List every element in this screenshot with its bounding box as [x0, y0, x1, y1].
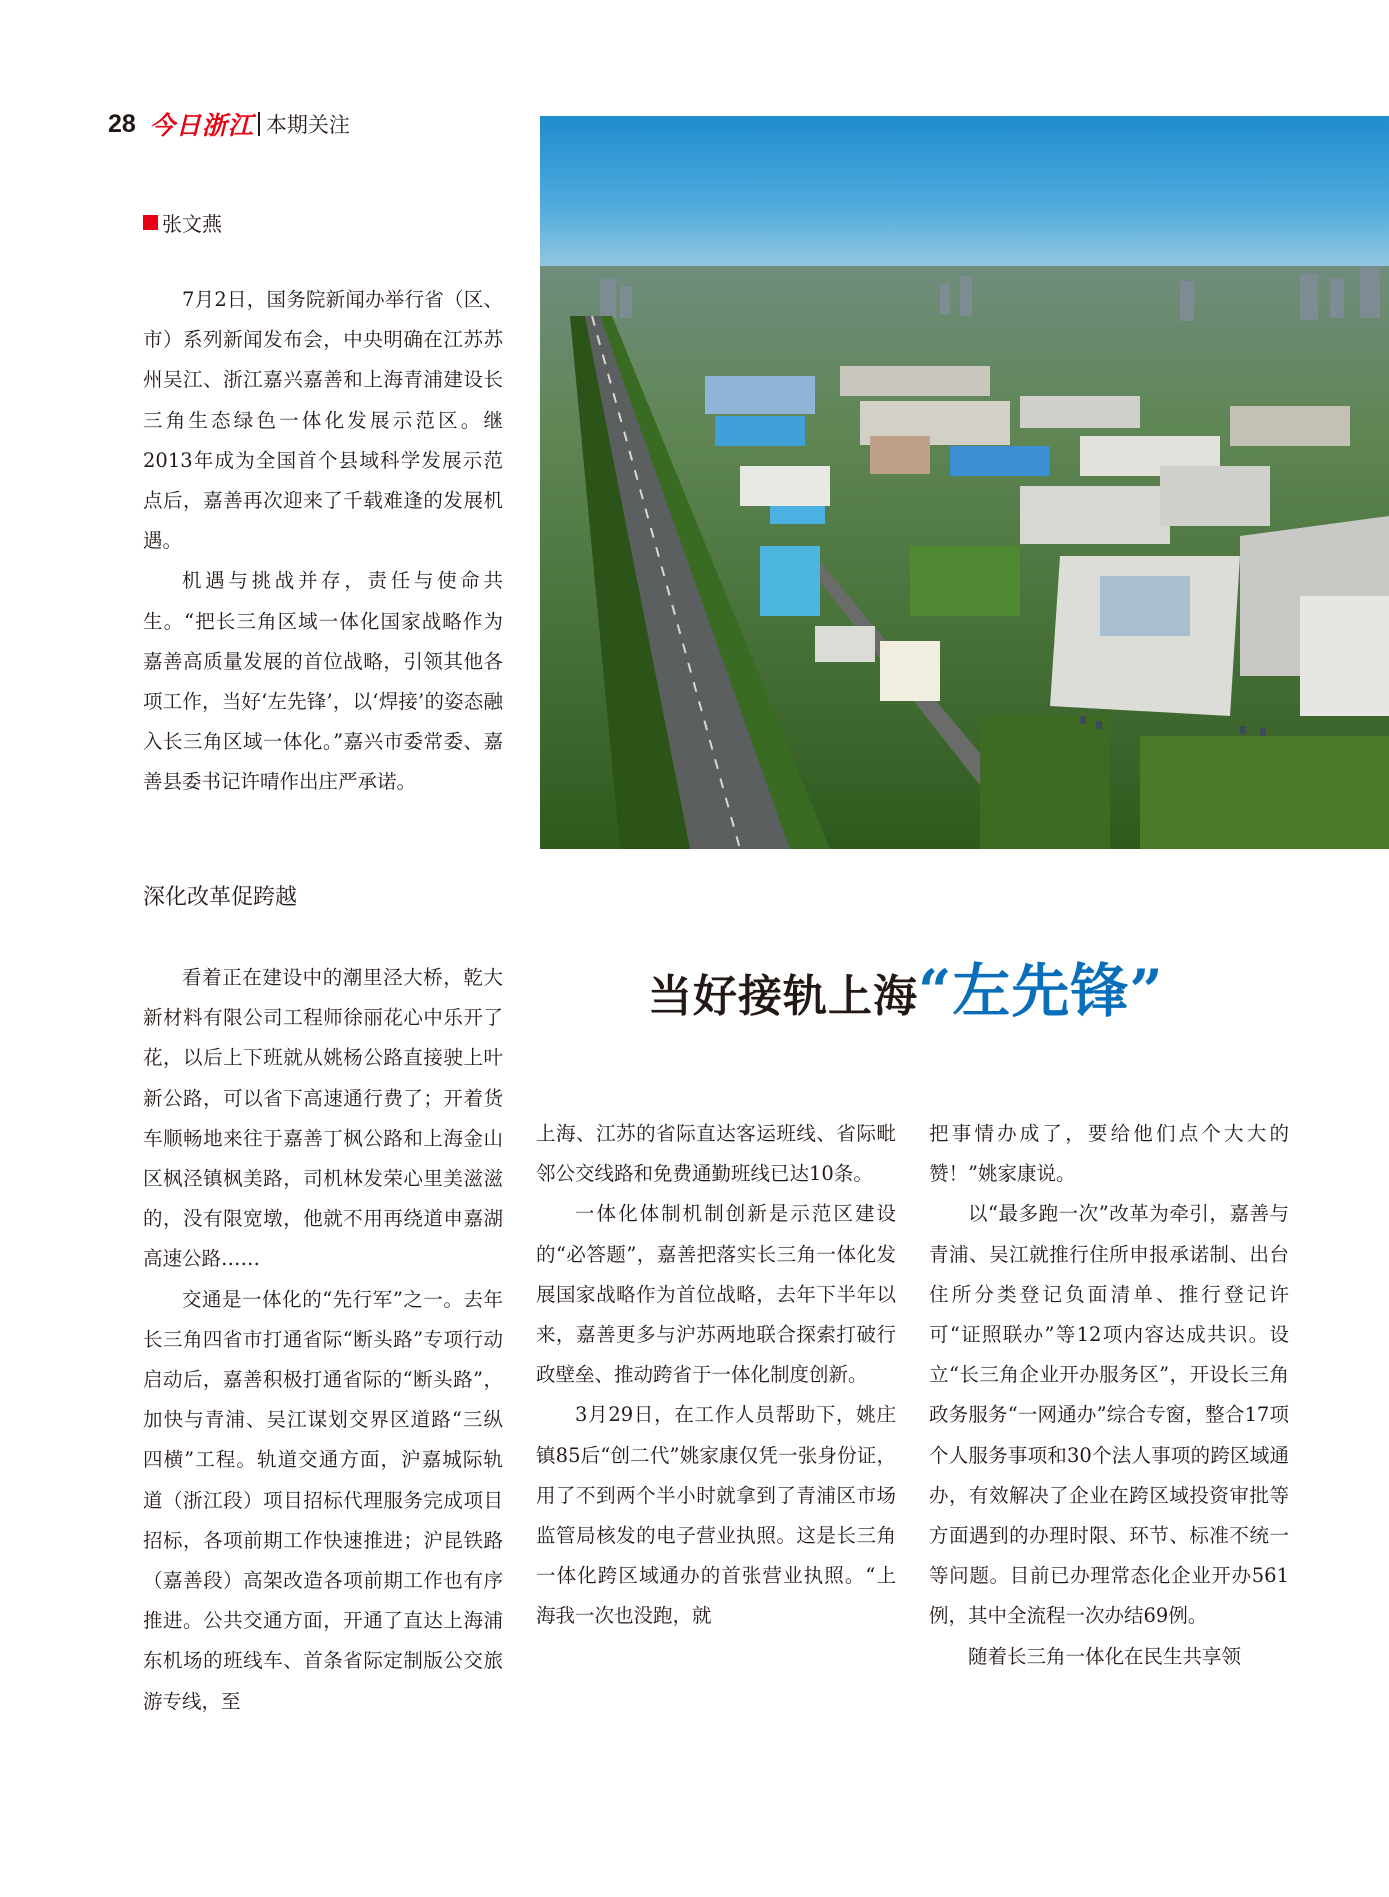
- paragraph: 一体化体制机制创新是示范区建设的“必答题”，嘉善把落实长三角一体化发展国家战略作为首位战略，去年下半年以来，嘉善更多与沪苏两地联合探索打破行政壁垒、推动跨省于一体化制度创新。: [536, 1202, 896, 1387]
- paragraph: 随着长三角一体化在民生共享领: [968, 1644, 1242, 1668]
- title-highlight: “左先锋”: [918, 957, 1164, 1025]
- paragraph: 交通是一体化的“先行军”之一。去年长三角四省市打通省际“断头路”专项行动启动后，嘉善积极打通省际的“断头路”，加快与青浦、吴江谋划交界区道路“三纵四横”工程。轨道交通方面，沪嘉城际轨道（浙江段）项目招标代理服务完成项目招标，各项前期工作快速推进；沪昆铁路（嘉善段）高架改造各项前期工作也有序推进。公共交通方面，开通了直达上海浦东机场的班线车、首条省际定制版公交旅游专线，至: [143, 1287, 503, 1713]
- paragraph: 看着正在建设中的潮里泾大桥，乾大新材料有限公司工程师徐丽花心中乐开了花，以后上下班就从姚杨公路直接驶上叶新公路，可以省下高速通行费了；开着货车顺畅地来往于嘉善丁枫公路和上海金山区枫泾镇枫美路，司机林发荣心里美滋滋的，没有限宽墩，他就不用再绕道申嘉湖高速公路……: [143, 966, 503, 1271]
- author-name: 张文燕: [162, 212, 222, 236]
- byline: [143, 208, 222, 237]
- page-header: [108, 108, 350, 140]
- byline-marker-icon: [143, 215, 158, 230]
- column-1-top: [143, 280, 503, 803]
- title-main: 当好接轨上海: [648, 971, 918, 1022]
- section-label: 本期关注: [265, 113, 350, 137]
- aerial-photo: [540, 116, 1389, 849]
- paragraph: 3月29日，在工作人员帮助下，姚庄镇85后“创二代”姚家康仅凭一张身份证，用了不到两个半小时就拿到了青浦区市场监管局核发的电子营业执照。这是长三角一体化跨区域通办的首张营业执照。“上海我一次也没跑，就: [536, 1403, 896, 1628]
- magazine-logo: 今日浙江: [149, 111, 254, 140]
- paragraph: 以“最多跑一次”改革为牵引，嘉善与青浦、吴江就推行住所申报承诺制、出台住所分类登记负面清单、推行登记许可“证照联办”等12项内容达成共识。设立“长三角企业开办服务区”，开设长三角政务服务“一网通办”综合专窗，整合17项个人服务事项和30个法人事项的跨区域通办，有效解决了企业在跨区域投资审批等方面遇到的办理时限、环节、标准不统一等问题。目前已办理常态化企业开办561例，其中全流程一次办结69例。: [929, 1202, 1289, 1628]
- article-title: [648, 944, 1164, 1028]
- header-divider: [258, 112, 260, 136]
- column-3: [929, 1114, 1289, 1677]
- paragraph: 机遇与挑战并存，责任与使命共生。“把长三角区域一体化国家战略作为嘉善高质量发展的首位战略，引领其他各项工作，当好‘左先锋’，以‘焊接’的姿态融入长三角区域一体化。”嘉兴市委常委、嘉善县委书记许晴作出庄严承诺。: [143, 569, 503, 794]
- column-1-bottom: [143, 958, 503, 1722]
- paragraph: 上海、江苏的省际直达客运班线、省际毗邻公交线路和免费通勤班线已达10条。: [536, 1122, 896, 1186]
- paragraph: 把事情办成了，要给他们点个大大的赞！”姚家康说。: [929, 1122, 1289, 1186]
- aerial-industrial-park-photo-icon: [540, 116, 1389, 849]
- page-number: 28: [108, 109, 136, 138]
- subheading: 深化改革促跨越: [143, 885, 298, 910]
- column-2: [536, 1114, 896, 1637]
- paragraph: 7月2日，国务院新闻办举行省（区、市）系列新闻发布会，中央明确在江苏苏州吴江、浙江嘉兴嘉善和上海青浦建设长三角生态绿色一体化发展示范区。继2013年成为全国首个县域科学发展示范点后，嘉善再次迎来了千载难逢的发展机遇。: [143, 288, 503, 553]
